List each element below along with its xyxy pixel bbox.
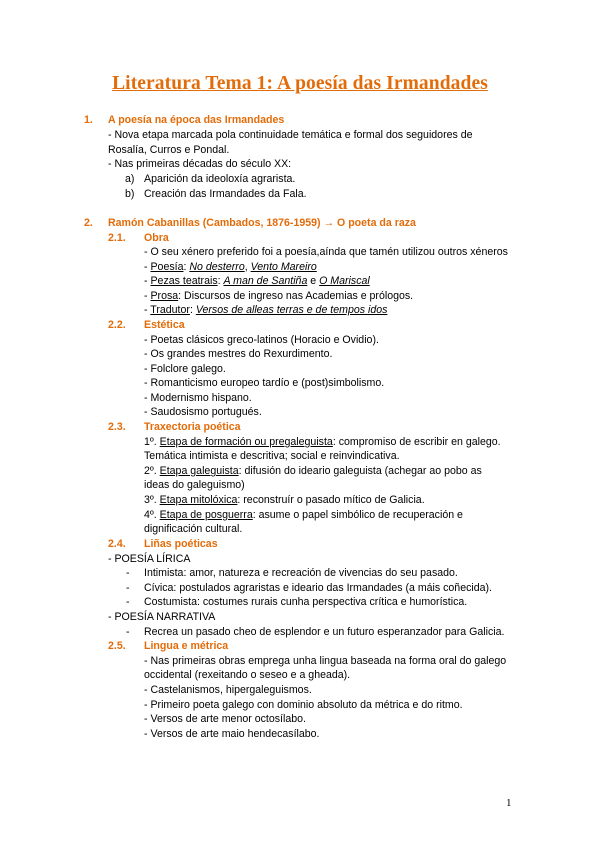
bullet: - (126, 626, 130, 638)
bullet: - (126, 582, 130, 594)
traxectoria-etapa-4: 4º. Etapa de posguerra: asume o papel simbólico de recuperación e (144, 509, 463, 521)
lingua-line: - Primeiro poeta galego con dominio absoluto da métrica e do ritmo. (144, 699, 463, 711)
lirica-item: Costumista: costumes rurais cunha perspectiva crítica e humorística. (144, 596, 468, 608)
lingua-line: - Versos de arte menor octosílabo. (144, 713, 306, 725)
lirica-item: Intimista: amor, natureza e recreación de vivencias do seu pasado. (144, 567, 458, 579)
list-item-a: Aparición da ideoloxía agrarista. (144, 173, 296, 185)
traxectoria-etapa-3: 3º. Etapa mitolóxica: reconstruír o pasado mítico de Galicia. (144, 494, 425, 506)
poesia-narrativa-label: - POESÍA NARRATIVA (108, 611, 216, 623)
obra-pezas-line: - Pezas teatrais: A man de Santiña e O Mariscal (144, 275, 370, 287)
poesia-lirica-label: - POESÍA LÍRICA (108, 553, 191, 565)
bullet: - (126, 596, 130, 608)
list-item-b: Creación das Irmandades da Fala. (144, 188, 307, 200)
subsection-heading-traxectoria: Traxectoria poética (144, 421, 241, 433)
estetica-item: - Poetas clásicos greco-latinos (Horacio e Ovidio). (144, 334, 379, 346)
obra-tradutor-line: - Tradutor: Versos de alleas terras e de tempos idos (144, 304, 388, 316)
lingua-line: - Nas primeiras obras emprega unha lingua baseada na forma oral do galego (144, 655, 507, 667)
traxectoria-etapa-2: 2º. Etapa galeguista: difusión do ideario galeguista (achegar ao pobo as (144, 465, 482, 477)
list-label-a: a) (125, 173, 135, 185)
subsection-number: 2.5. (108, 640, 126, 652)
lingua-line: - Versos de arte maio hendecasílabo. (144, 728, 320, 740)
section-1-line: Rosalía, Curros e Pondal. (108, 144, 230, 156)
subsection-number: 2.1. (108, 232, 126, 244)
estetica-item: - Modernismo hispano. (144, 392, 252, 404)
traxectoria-etapa-1-cont: Temática intimista e descritiva; social e reinvindicativa. (144, 450, 400, 462)
section-1-number: 1. (84, 114, 93, 126)
section-1-line: - Nas primeiras décadas do século XX: (108, 158, 292, 170)
subsection-heading-lingua: Lingua e métrica (144, 640, 229, 652)
narrativa-item: Recrea un pasado cheo de esplendor e un futuro esperanzador para Galicia. (144, 626, 505, 638)
subsection-number: 2.3. (108, 421, 126, 433)
list-label-b: b) (125, 188, 135, 200)
estetica-item: - Saudosismo portugués. (144, 406, 262, 418)
subsection-number: 2.4. (108, 538, 126, 550)
obra-poesia-line: - Poesía: No desterro, Vento Mareiro (144, 261, 317, 273)
section-2-number: 2. (84, 217, 93, 229)
traxectoria-etapa-2-cont: ideas do galeguismo) (144, 479, 245, 491)
lirica-item: Cívica: postulados agraristas e ideario das Irmandades (a máis coñecida). (144, 582, 493, 594)
bullet: - (126, 567, 130, 579)
section-2-heading: Ramón Cabanillas (Cambados, 1876-1959) → O poeta da raza (108, 217, 416, 229)
lingua-line: - Castelanismos, hipergaleguismos. (144, 684, 312, 696)
section-1-line: - Nova etapa marcada pola continuidade temática e formal dos seguidores de (108, 129, 473, 141)
traxectoria-etapa-4-cont: dignificación cultural. (144, 523, 243, 535)
estetica-item: - Romanticismo europeo tardío e (post)simbolismo. (144, 377, 385, 389)
obra-prosa-line: - Prosa: Discursos de ingreso nas Academias e prólogos. (144, 290, 414, 302)
subsection-heading-linas: Liñas poéticas (144, 538, 218, 550)
subsection-heading-obra: Obra (144, 232, 169, 244)
estetica-item: - Os grandes mestres do Rexurdimento. (144, 348, 333, 360)
obra-line: - O seu xénero preferido foi a poesía,aínda que tamén utilizou outros xéneros (144, 246, 508, 258)
section-1-heading: A poesía na época das Irmandades (108, 114, 285, 126)
page-title: Literatura Tema 1: A poesía das Irmandades (112, 73, 488, 94)
lingua-line: occidental (rexeitando o seseo e a gheada). (144, 669, 351, 681)
page-number: 1 (506, 797, 512, 809)
subsection-heading-estetica: Estética (144, 319, 185, 331)
estetica-item: - Folclore galego. (144, 363, 226, 375)
traxectoria-etapa-1: 1º. Etapa de formación ou pregaleguista: compromiso de escribir en galego. (144, 436, 501, 448)
subsection-number: 2.2. (108, 319, 126, 331)
